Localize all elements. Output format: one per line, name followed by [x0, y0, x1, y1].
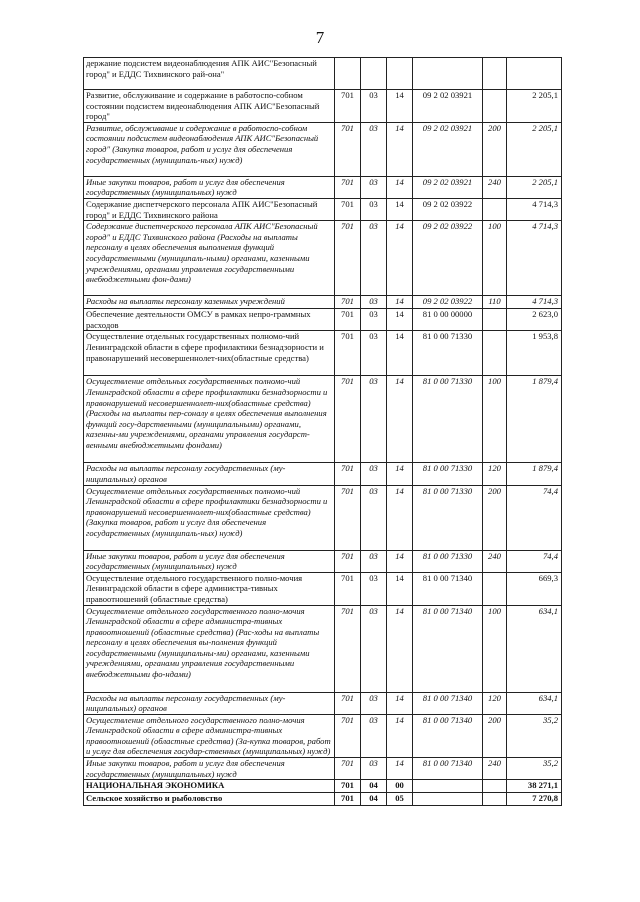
row-amount: 4 714,3	[507, 296, 562, 309]
row-ved: 701	[335, 90, 361, 123]
row-name: Сельское хозяйство и рыболовство	[84, 793, 335, 806]
table-row	[84, 692, 562, 714]
table-row	[84, 758, 562, 780]
row-ved: 701	[335, 692, 361, 714]
row-target-article: 81 0 00 71340	[413, 758, 483, 780]
row-ved	[335, 58, 361, 90]
row-name: Осуществление отдельного государственного полно-мочия Ленинградской области в сфере администра-тивных правоотношений (областные средства)	[84, 572, 335, 605]
row-section: 03	[361, 550, 387, 572]
table-row	[84, 221, 562, 296]
row-name: Расходы на выплаты персоналу государственных (му-ниципальных) органов	[84, 692, 335, 714]
row-expense-type	[483, 331, 507, 376]
row-ved: 701	[335, 758, 361, 780]
row-target-article: 81 0 00 71330	[413, 331, 483, 376]
row-ved: 701	[335, 463, 361, 485]
row-name: Иные закупки товаров, работ и услуг для обеспечения государственных (муниципальных) нужд	[84, 176, 335, 198]
row-section: 03	[361, 198, 387, 220]
row-section: 03	[361, 122, 387, 176]
row-section: 03	[361, 90, 387, 123]
row-expense-type: 240	[483, 176, 507, 198]
row-amount: 74,4	[507, 550, 562, 572]
table-row	[84, 572, 562, 605]
row-target-article: 81 0 00 71330	[413, 550, 483, 572]
row-target-article	[413, 780, 483, 793]
row-name: НАЦИОНАЛЬНАЯ ЭКОНОМИКА	[84, 780, 335, 793]
row-ved: 701	[335, 176, 361, 198]
row-subsection: 14	[387, 122, 413, 176]
row-section: 03	[361, 309, 387, 331]
table-row	[84, 176, 562, 198]
row-target-article	[413, 793, 483, 806]
row-section: 04	[361, 780, 387, 793]
row-subsection: 14	[387, 550, 413, 572]
row-target-article: 81 0 00 71330	[413, 485, 483, 550]
row-name: Осуществление отдельного государственного полно-мочия Ленинградской области в сфере администра-тивных правоотношений (областные средства) (За-купка товаров, работ и услуг для обеспечения государ-ственных (муниципальных) нужд)	[84, 714, 335, 757]
table-row	[84, 296, 562, 309]
row-ved: 701	[335, 605, 361, 692]
budget-table	[83, 57, 562, 806]
row-subsection: 14	[387, 463, 413, 485]
table-row	[84, 198, 562, 220]
row-amount: 35,2	[507, 714, 562, 757]
row-amount	[507, 58, 562, 90]
table-row	[84, 550, 562, 572]
row-section: 03	[361, 485, 387, 550]
row-amount: 2 205,1	[507, 90, 562, 123]
row-subsection: 14	[387, 692, 413, 714]
table-row	[84, 780, 562, 793]
row-section	[361, 58, 387, 90]
row-expense-type: 100	[483, 376, 507, 463]
row-expense-type: 120	[483, 463, 507, 485]
row-section: 03	[361, 221, 387, 296]
table-row	[84, 605, 562, 692]
row-target-article: 81 0 00 71340	[413, 605, 483, 692]
row-ved: 701	[335, 221, 361, 296]
row-subsection: 14	[387, 331, 413, 376]
table-row	[84, 122, 562, 176]
row-section: 03	[361, 714, 387, 757]
table-row	[84, 376, 562, 463]
row-name: Содержание диспетчерского персонала АПК АИС"Безопасный город" и ЕДДС Тихвинского района	[84, 198, 335, 220]
row-ved: 701	[335, 793, 361, 806]
table-row	[84, 58, 562, 90]
row-name: Развитие, обслуживание и содержание в работоспо-собном состоянии подсистем видеонаблюдения АПК АИС"Безопасный город" (Закупка товаров, работ и услуг для обеспечения государственных (муниципаль-ных) нужд)	[84, 122, 335, 176]
row-expense-type	[483, 90, 507, 123]
row-subsection: 14	[387, 714, 413, 757]
row-amount: 2 623,0	[507, 309, 562, 331]
row-expense-type: 100	[483, 605, 507, 692]
row-expense-type: 240	[483, 550, 507, 572]
row-subsection: 14	[387, 758, 413, 780]
row-expense-type: 200	[483, 122, 507, 176]
row-amount: 669,3	[507, 572, 562, 605]
row-section: 03	[361, 296, 387, 309]
row-expense-type: 110	[483, 296, 507, 309]
row-name: Расходы на выплаты персоналу казенных учреждений	[84, 296, 335, 309]
row-subsection	[387, 58, 413, 90]
row-section: 03	[361, 572, 387, 605]
row-expense-type: 200	[483, 714, 507, 757]
row-subsection: 14	[387, 296, 413, 309]
table-row	[84, 793, 562, 806]
row-ved: 701	[335, 331, 361, 376]
row-amount: 634,1	[507, 605, 562, 692]
row-amount: 7 270,8	[507, 793, 562, 806]
row-amount: 1 953,8	[507, 331, 562, 376]
row-section: 03	[361, 331, 387, 376]
row-expense-type: 240	[483, 758, 507, 780]
row-ved: 701	[335, 309, 361, 331]
table-row	[84, 309, 562, 331]
table-row	[84, 331, 562, 376]
row-name: Обеспечение деятельности ОМСУ в рамках непро-граммных расходов	[84, 309, 335, 331]
row-subsection: 14	[387, 221, 413, 296]
row-name: Иные закупки товаров, работ и услуг для обеспечения государственных (муниципальных) нужд	[84, 550, 335, 572]
table-row	[84, 463, 562, 485]
row-expense-type	[483, 793, 507, 806]
row-amount: 1 879,4	[507, 376, 562, 463]
row-subsection: 05	[387, 793, 413, 806]
row-target-article: 81 0 00 71330	[413, 376, 483, 463]
row-ved: 701	[335, 572, 361, 605]
row-subsection: 14	[387, 176, 413, 198]
row-name: Осуществление отдельного государственного полно-мочия Ленинградской области в сфере администра-тивных правоотношений (областные средства) (Рас-ходы на выплаты персоналу в целях обеспечения вы-полнения функций государственными (муниципальны-ми) органами, казенными учреждениями, органами управления государственными внебюджетными фо-ндами)	[84, 605, 335, 692]
row-expense-type: 100	[483, 221, 507, 296]
row-section: 03	[361, 463, 387, 485]
row-subsection: 14	[387, 572, 413, 605]
page-number: 7	[315, 28, 325, 47]
row-ved: 701	[335, 198, 361, 220]
row-amount: 1 879,4	[507, 463, 562, 485]
row-target-article	[413, 58, 483, 90]
row-target-article: 09 2 02 03922	[413, 221, 483, 296]
table-row	[84, 714, 562, 757]
row-section: 03	[361, 758, 387, 780]
row-name: Иные закупки товаров, работ и услуг для обеспечения государственных (муниципальных) нужд	[84, 758, 335, 780]
row-amount: 2 205,1	[507, 176, 562, 198]
row-expense-type	[483, 572, 507, 605]
row-amount: 4 714,3	[507, 198, 562, 220]
row-expense-type: 200	[483, 485, 507, 550]
row-target-article: 81 0 00 71340	[413, 572, 483, 605]
row-expense-type	[483, 58, 507, 90]
row-ved: 701	[335, 296, 361, 309]
row-section: 03	[361, 176, 387, 198]
row-name: Содержание диспетчерского персонала АПК АИС"Безопасный город" и ЕДДС Тихвинского района (Расходы на выплаты персоналу в целях обеспечения выполнения функций государственными (муниципаль-ными) органами, казенными учреждениями, органами управления государственными внебюджетными фон-дами)	[84, 221, 335, 296]
table-row	[84, 485, 562, 550]
row-target-article: 81 0 00 71340	[413, 692, 483, 714]
row-ved: 701	[335, 714, 361, 757]
row-name: Осуществление отдельных государственных полномо-чий Ленинградской области в сфере профилактики безнадзорности и правонарушений несовершеннолет-них(областные средства) (Расходы на выплаты пер-соналу в целях обеспечения выполнения функций госу-дарственными (муниципальными) органами, казенны-ми учреждениями, органами управления государст-венными внебюджетными фондами)	[84, 376, 335, 463]
row-expense-type	[483, 780, 507, 793]
row-section: 04	[361, 793, 387, 806]
row-target-article: 09 2 02 03921	[413, 176, 483, 198]
row-subsection: 14	[387, 485, 413, 550]
row-subsection: 14	[387, 376, 413, 463]
row-expense-type: 120	[483, 692, 507, 714]
row-amount: 35,2	[507, 758, 562, 780]
row-amount: 38 271,1	[507, 780, 562, 793]
row-subsection: 14	[387, 309, 413, 331]
row-target-article: 81 0 00 71340	[413, 714, 483, 757]
row-section: 03	[361, 376, 387, 463]
row-section: 03	[361, 605, 387, 692]
row-ved: 701	[335, 376, 361, 463]
row-subsection: 14	[387, 198, 413, 220]
row-name: Развитие, обслуживание и содержание в работоспо-собном состоянии подсистем видеонаблюдения АПК АИС"Безопасный город"	[84, 90, 335, 123]
row-target-article: 81 0 00 71330	[413, 463, 483, 485]
row-ved: 701	[335, 122, 361, 176]
row-target-article: 09 2 02 03921	[413, 122, 483, 176]
row-amount: 2 205,1	[507, 122, 562, 176]
row-name: Расходы на выплаты персоналу государственных (му-ниципальных) органов	[84, 463, 335, 485]
row-target-article: 09 2 02 03922	[413, 296, 483, 309]
row-subsection: 00	[387, 780, 413, 793]
row-name: Осуществление отдельных государственных полномо-чий Ленинградской области в сфере профилактики безнадзорности и правонарушений несовершеннолет-них(областные средства) (Закупка товаров, работ и услуг для обеспечения государственных (муниципаль-ных) нужд)	[84, 485, 335, 550]
row-amount: 74,4	[507, 485, 562, 550]
row-target-article: 09 2 02 03922	[413, 198, 483, 220]
row-amount: 4 714,3	[507, 221, 562, 296]
row-subsection: 14	[387, 605, 413, 692]
row-name: держание подсистем видеонаблюдения АПК АИС"Безопасный город" и ЕДДС Тихвинского рай-она"	[84, 58, 335, 90]
row-expense-type	[483, 198, 507, 220]
row-expense-type	[483, 309, 507, 331]
table-row	[84, 90, 562, 123]
row-ved: 701	[335, 780, 361, 793]
row-ved: 701	[335, 550, 361, 572]
row-target-article: 09 2 02 03921	[413, 90, 483, 123]
row-target-article: 81 0 00 00000	[413, 309, 483, 331]
row-name: Осуществление отдельных государственных полномо-чий Ленинградской области в сфере профилактики безнадзорности и правонарушений несовершеннолет-них(областные средства)	[84, 331, 335, 376]
row-subsection: 14	[387, 90, 413, 123]
row-section: 03	[361, 692, 387, 714]
row-amount: 634,1	[507, 692, 562, 714]
row-ved: 701	[335, 485, 361, 550]
